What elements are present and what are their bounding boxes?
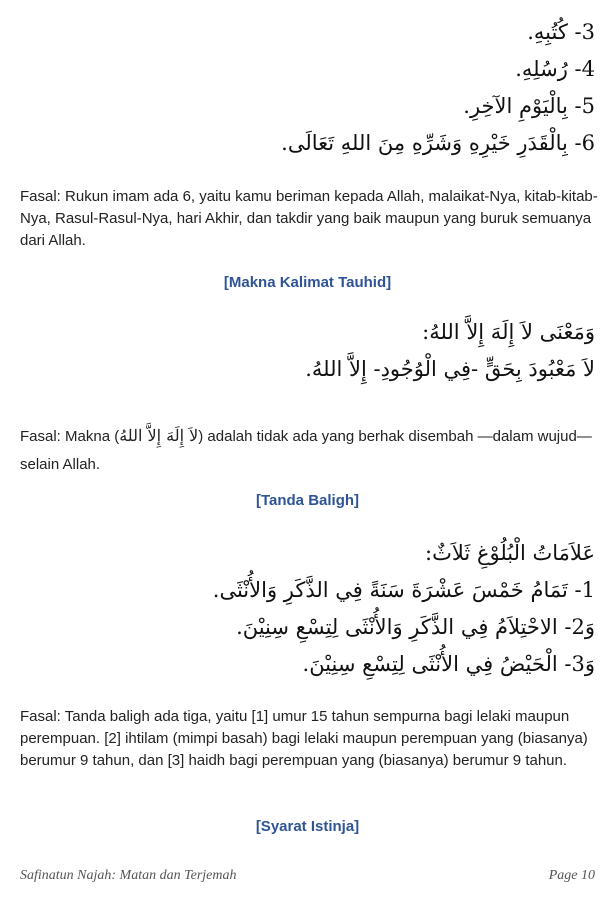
arabic-line: وَ2- الاحْتِلاَمُ فِي الذَّكَرِ وَالأُنْثَى لِتِسْعِ سِنِيْنَ.: [236, 615, 595, 639]
arabic-line: 4- رُسُلِهِ.: [515, 57, 595, 81]
footer-book-title: Safinatun Najah: Matan dan Terjemah: [20, 868, 237, 883]
inline-arabic: لاَ إِلَهَ إِلاَّ اللهُ: [119, 426, 199, 445]
arabic-block-tanda-baligh: [20, 535, 595, 683]
section-heading-syarat-istinja: [Syarat Istinja]: [255, 818, 360, 835]
arabic-line: عَلاَمَاتُ الْبُلُوْغِ ثَلاَثٌ:: [425, 541, 595, 565]
arabic-line: 1- تَمَامُ خَمْسَ عَشْرَةَ سَنَةً فِي الذَّكَرِ وَالأُنْثَى.: [212, 578, 595, 602]
arabic-list-rukun-iman: [20, 14, 595, 162]
arabic-line: 6- بِالْقَدَرِ خَيْرِهِ وَشَرِّهِ مِنَ اللهِ تَعَالَى.: [281, 131, 595, 155]
arabic-line: لاَ مَعْبُودَ بِحَقٍّ -فِي الْوُجُودِ- إِلاَّ اللهُ.: [305, 357, 595, 381]
arabic-line: وَمَعْنَى لاَ إِلَهَ إِلاَّ اللهُ:: [422, 320, 595, 344]
footer-page-number: Page 10: [548, 868, 595, 883]
arabic-line: 5- بِالْيَوْمِ الآخِرِ.: [463, 94, 595, 118]
arabic-block-makna-tauhid: [20, 314, 595, 388]
paragraph-tanda-baligh: Fasal: Tanda baligh ada tiga, yaitu [1] umur 15 tahun sempurna bagi lelaki maupun perempuan. [2] ihtilam (mimpi basah) bagi lelaki maupun perempuan yang (biasanya) berumur 9 tahun, dan [3] haidh bagi perempuan yang (biasanya) berumur 9 tahun.: [20, 708, 588, 769]
paragraph-makna-tauhid: [20, 422, 598, 479]
paragraph-rukun-iman: Fasal: Rukun imam ada 6, yaitu kamu beriman kepada Allah, malaikat-Nya, kitab-kitab-Nya, Rasul-Rasul-Nya, hari Akhir, dan takdir yang baik maupun yang buruk semuanya dari Allah.: [20, 188, 598, 249]
page-footer: [20, 868, 595, 890]
paragraph-text: Fasal: Makna (: [20, 428, 120, 445]
arabic-line: وَ3- الْحَيْضُ فِي الأُنْثَى لِتِسْعِ سِنِيْنَ.: [302, 652, 595, 676]
paragraph-text: ) adalah tidak ada yang berhak disembah —dalam wujud— selain Allah.: [20, 428, 592, 473]
arabic-line: 3- كُتُبِهِ.: [527, 20, 595, 44]
section-heading-tanda-baligh: [Tanda Baligh]: [255, 492, 360, 509]
section-heading-makna-kalimat-tauhid: [Makna Kalimat Tauhid]: [223, 274, 392, 291]
